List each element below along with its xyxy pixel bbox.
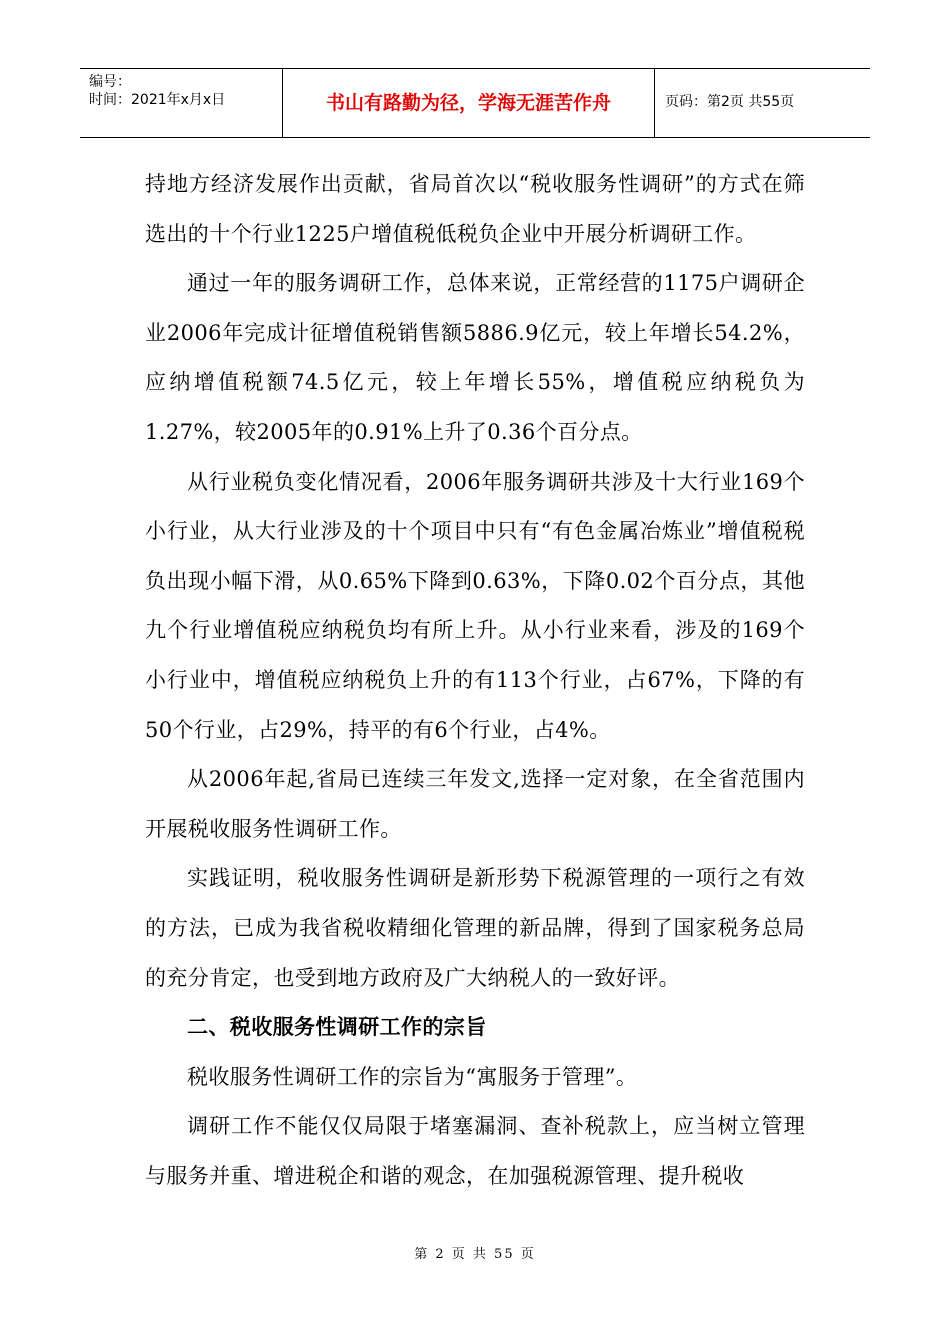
header-page-info: 页码：第2页 共55页: [665, 94, 795, 110]
paragraph-annual-results: 通过一年的服务调研工作，总体来说，正常经营的1175户调研企业2006年完成计征增值税销售额5886.9亿元，较上年增长54.2%，应纳增值税额74.5亿元，较上年增长55%，增值税应纳税负为1.27%，较2005年的0.91%上升了0.36个百分点。: [145, 271, 805, 444]
paragraph-industry-tax-burden: 从行业税负变化情况看，2006年服务调研共涉及十大行业169个小行业，从大行业涉及的十个项目中只有“有色金属冶炼业”增值税税负出现小幅下滑，从0.65%下降到0.63%，下降0.02个百分点，其他九个行业增值税应纳税负均有所上升。从小行业来看，涉及的169个小行业中，增值税应纳税负上升的有113个行业，占67%，下降的有50个行业，占29%，持平的有6个行业，占4%。: [145, 469, 805, 742]
page-header: [80, 68, 870, 138]
paragraph-since-2006: 从2006年起,省局已连续三年发文,选择一定对象，在全省范围内开展税收服务性调研工作。: [145, 767, 805, 841]
document-body: [145, 160, 805, 1201]
document-date-label: 时间：2021年x月x日: [89, 92, 226, 108]
page-footer: 第 2 页 共 55 页: [414, 1247, 536, 1262]
header-motto-cell: [283, 69, 655, 137]
header-page-cell: [655, 69, 870, 137]
paragraph-continued: 持地方经济发展作出贡献，省局首次以“税收服务性调研”的方式在筛选出的十个行业1225户增值税低税负企业中开展分析调研工作。: [145, 172, 805, 246]
paragraph-purpose: 税收服务性调研工作的宗旨为“寓服务于管理”。: [187, 1064, 638, 1089]
section-heading: 二、税收服务性调研工作的宗旨: [187, 1015, 487, 1040]
paragraph-practice-proves: 实践证明，税收服务性调研是新形势下税源管理的一项行之有效的方法，已成为我省税收精细化管理的新品牌，得到了国家税务总局的充分肯定，也受到地方政府及广大纳税人的一致好评。: [145, 866, 805, 990]
header-meta-cell: [80, 69, 283, 137]
document-number-label: 编号：: [89, 74, 131, 90]
paragraph-research-scope: 调研工作不能仅仅局限于堵塞漏洞、查补税款上，应当树立管理与服务并重、增进税企和谐的观念，在加强税源管理、提升税收: [145, 1114, 805, 1188]
header-motto: 书山有路勤为径，学海无涯苦作舟: [325, 92, 611, 114]
